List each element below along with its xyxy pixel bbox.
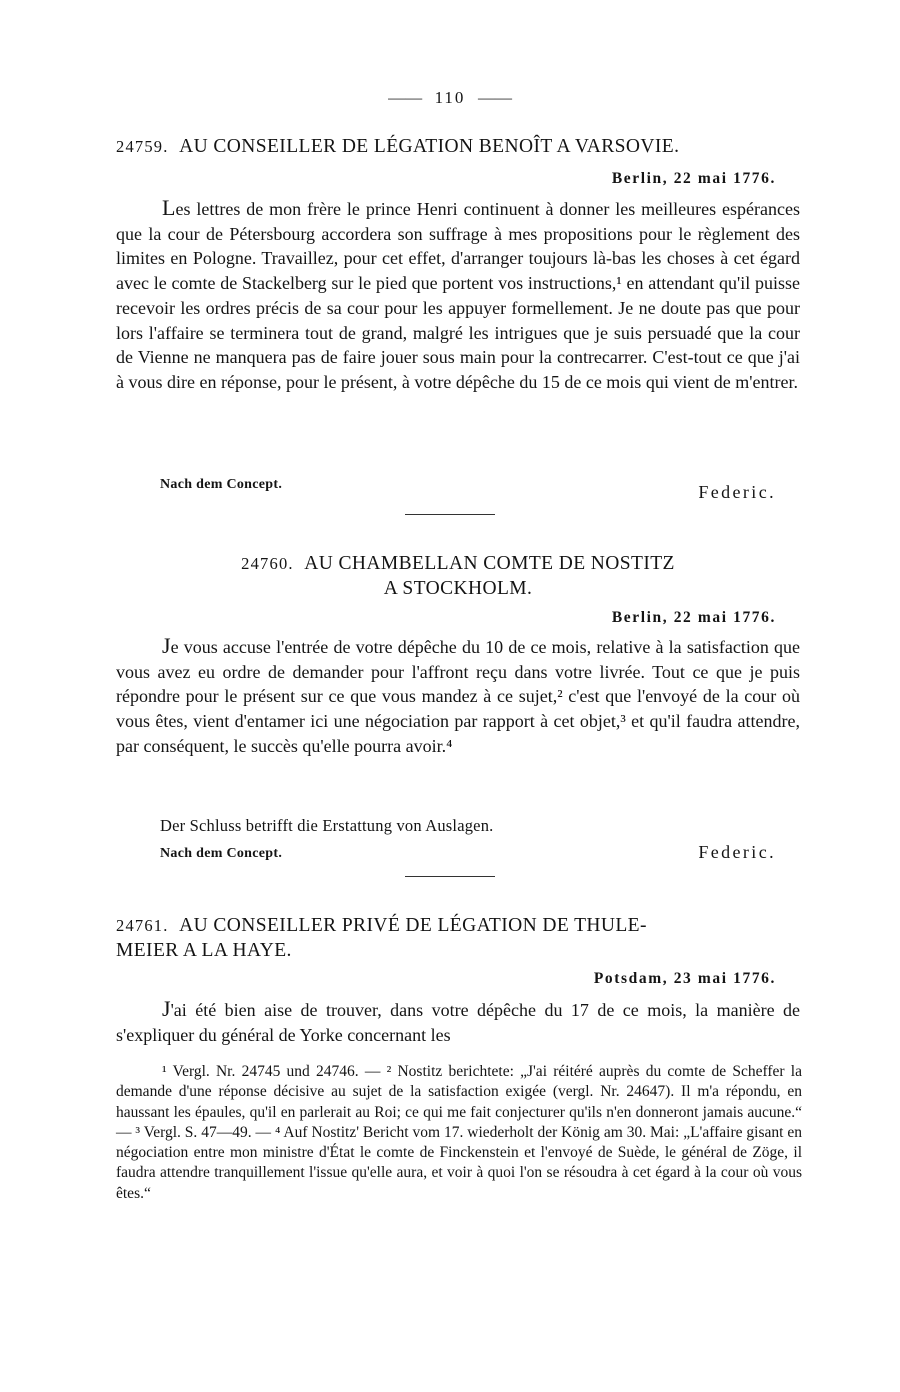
footnotes — [116, 1062, 802, 1204]
signature: Federic. — [698, 842, 776, 862]
letter-heading-24760 — [116, 551, 800, 601]
body-text: e vous accuse l'entrée de votre dépêche du 10 de ce mois, relative à la satisfaction que vous avez eu ordre de demander pour l'affront reçu dans votre livrée. Tout ce que je puis répondre pour le présent sur ce que vous mandez à ce sujet,² c'est que l'envoyé de la cour où vous êtes, vient d'entamer ici une négociation par rapport à cet objet,³ et qu'il faudra attendre, par conséquent, le succès qu'elle pourra avoir.⁴ — [116, 637, 800, 756]
letter-dateline: Potsdam, 23 mai 1776. — [593, 970, 776, 987]
body-initial: J — [162, 633, 171, 658]
letter-summary: Der Schluss betrifft die Erstattung von Auslagen. — [160, 816, 494, 835]
body-text: es lettres de mon frère le prince Henri continuent à donner les meilleures espérances que la cour de Pétersbourg accordera son suffrage à mes propositions pour le règlement des limites en Pologne. Travaillez, pour cet effet, d'arranger toujours là-bas les choses à cet égard avec le comte de Stackelberg sur le pied que portent vos instructions,¹ en attendant qu'il puisse recevoir les ordres précis de sa cour pour les appuyer formellement. Je ne doute pas que pour lors l'affaire se terminera tout de grand, malgré les intrigues que je suis persuadé que la cour de Vienne ne manquera pas de faire jouer sous main pour la contrecarrer. C'est-tout ce que j'ai à vous dire en réponse, pour le présent, à votre dépêche du 15 de ce mois qui vient de m'entrer. — [116, 199, 800, 392]
letter-heading-text-line2: A STOCKHOLM. — [383, 578, 533, 599]
letter-number: 24761. — [116, 916, 169, 935]
letter-heading-text: AU CONSEILLER DE LÉGATION BENOÎT A VARSOVIE. — [179, 136, 680, 157]
section-divider — [405, 514, 495, 515]
letter-number: 24760. — [241, 554, 294, 573]
header-dash-left: —— — [388, 88, 423, 107]
body-initial: J — [162, 996, 171, 1021]
letter-heading-text: AU CONSEILLER PRIVÉ DE LÉGATION DE THULE- — [179, 915, 647, 936]
letter-heading-text: AU CHAMBELLAN COMTE DE NOSTITZ — [304, 553, 675, 574]
page-number: 110 — [434, 88, 466, 107]
letter-body-24760 — [116, 634, 800, 759]
source-note: Nach dem Concept. — [160, 477, 283, 492]
letter-body-24759 — [116, 196, 800, 395]
letter-body-24761 — [116, 997, 800, 1047]
body-text: 'ai été bien aise de trouver, dans votre dépêche du 17 de ce mois, la manière de s'expliquer du général de Yorke concernant les — [116, 1000, 800, 1045]
letter-number: 24759. — [116, 137, 169, 156]
section-divider — [405, 876, 495, 877]
page-header — [0, 88, 900, 108]
letter-dateline: Berlin, 22 mai 1776. — [611, 170, 776, 187]
letter-heading-24759 — [116, 134, 800, 159]
letter-dateline: Berlin, 22 mai 1776. — [611, 609, 776, 626]
source-note: Nach dem Concept. — [160, 846, 283, 861]
body-initial: L — [162, 195, 176, 220]
header-dash-right: —— — [477, 88, 512, 107]
letter-heading-text-line2: MEIER A LA HAYE. — [116, 940, 292, 961]
signature: Federic. — [698, 482, 776, 502]
letter-heading-24761 — [116, 913, 800, 963]
footnote-text: ¹ Vergl. Nr. 24745 und 24746. — ² Nostitz berichtete: „J'ai réitéré auprès du comte de Scheffer la demande d'une réponse décisive au sujet de la satisfaction exigée (vergl. Nr. 24647). Il m'a répondu, en haussant les épaules, qu'il en parlerait au Roi; ce qui me fait conjecturer qu'ils n'en donneront jamais aucune.“ — ³ Vergl. S. 47—49. — ⁴ Auf Nostitz' Bericht vom 17. wiederholt der König am 30. Mai: „L'affaire gisant en négociation entre mon ministre d'État le comte de Finckenstein et l'envoyé de Suède, le général de Zöge, il faudra attendre tranquillement l'issue qu'elle aura, et voir à quoi l'on se résoudra à cet égard à la cour où vous êtes.“ — [116, 1063, 802, 1202]
